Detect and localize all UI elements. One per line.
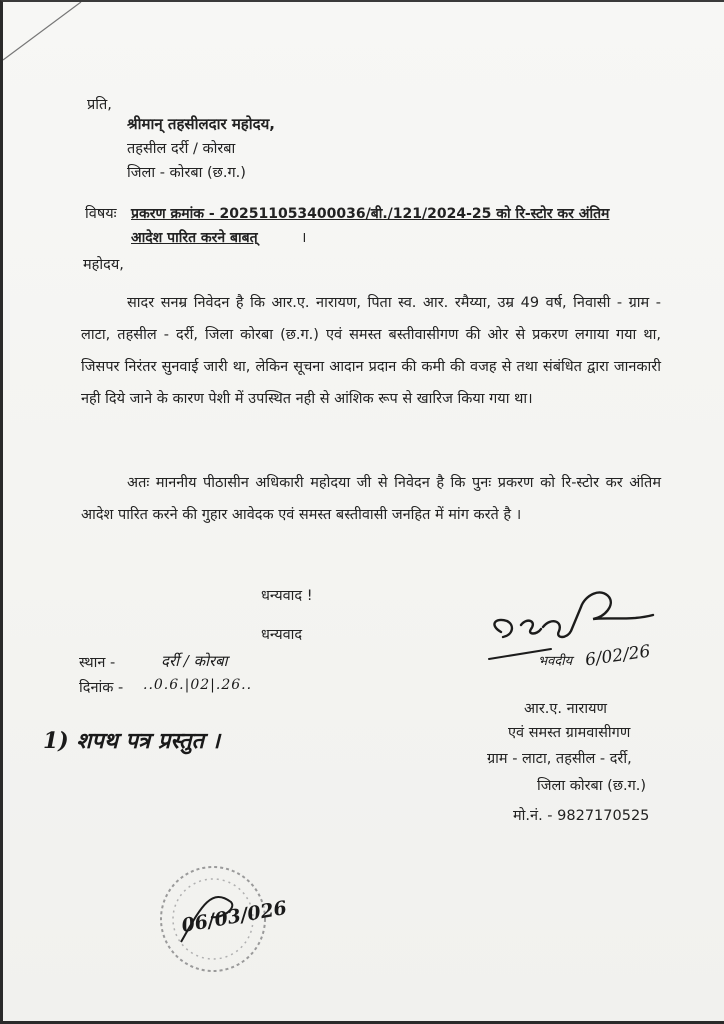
subject-label: विषयः — [85, 206, 117, 222]
date-value: ..0.6.|02|.26.. — [143, 677, 253, 693]
thanks-2: धन्यवाद — [261, 627, 303, 643]
body-paragraph-2: अतः माननीय पीठासीन अधिकारी महोदया जी से निवेदन है कि पुनः प्रकरण को रि-स्टोर कर अंतिम आदेश पारित करने की गुहार आवेदक एवं समस्त बस्तीवासी जनहित में मांग करते है । — [81, 475, 661, 523]
addressee-tehsil: तहसील दर्री / कोरबा — [127, 141, 236, 157]
signature-date: 6/02/26 — [583, 641, 652, 671]
addressee-district: जिला - कोरबा (छ.ग.) — [127, 165, 246, 181]
sender-district: जिला कोरबा (छ.ग.) — [537, 778, 647, 794]
subject-end: । — [301, 230, 307, 246]
sender-group: एवं समस्त ग्रामवासीगण — [508, 725, 631, 741]
sender-name: आर.ए. नारायण — [524, 701, 607, 717]
place-label: स्थान - — [79, 655, 116, 671]
body-paragraph-1: सादर सनम्र निवेदन है कि आर.ए. नारायण, पिता स्व. आर. रमैय्या, उम्र 49 वर्ष, निवासी - ग्राम - लाटा, तहसील - दर्री, जिला कोरबा (छ.ग.) एवं समस्त बस्तीवासीगण की ओर से प्रकरण लगाया गया था, जिसपर निरंतर सुनवाई जारी था, लेकिन सूचना आदान प्रदान की कमी की वजह से तथा संबंधित द्वारा जानकारी नही दिये जाने के कारण पेशी में उपस्थित नही से आंशिक रूप से खारिज किया गया था। — [81, 295, 661, 407]
salutation: महोदय, — [83, 257, 124, 273]
thanks-1: धन्यवाद ! — [261, 588, 313, 604]
stamp-date: 06/03/026 — [179, 896, 289, 938]
yours-faithfully: भवदीय — [538, 654, 573, 669]
subject-line-1: प्रकरण क्रमांक - 202511053400036/बी./121/2024-25 को रि-स्टोर कर अंतिम — [131, 206, 610, 222]
sender-village: ग्राम - लाटा, तहसील - दर्री, — [487, 751, 632, 767]
sender-phone: मो.नं. - 9827170525 — [513, 808, 650, 824]
subject-line-2: आदेश पारित करने बाबत् — [131, 230, 258, 246]
addressee-title: श्रीमान् तहसीलदार महोदय, — [127, 115, 276, 133]
date-label: दिनांक - — [79, 680, 124, 696]
enclosure-note: 1) शपथ पत्र प्रस्तुत । — [43, 728, 221, 754]
page-corner-fold — [3, 2, 83, 62]
place-value: दर्री / कोरबा — [161, 652, 228, 670]
prati-label: प्रति, — [87, 97, 112, 113]
